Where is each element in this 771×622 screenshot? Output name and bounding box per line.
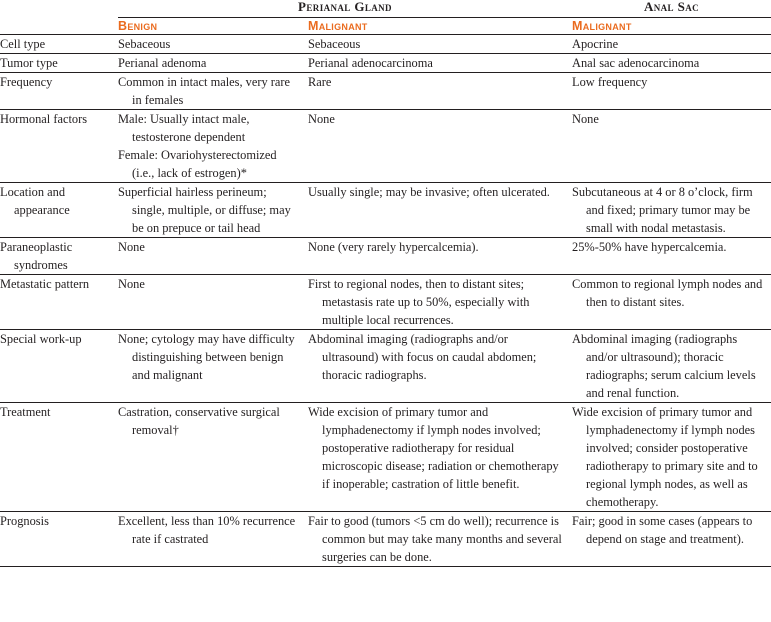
row-label: Paraneoplastic syndromes (0, 240, 73, 272)
row-label-cell (0, 512, 118, 567)
cell-text: 25%-50% have hypercalcemia. (572, 240, 727, 254)
row-label-cell (0, 330, 118, 403)
header-group-row (0, 0, 771, 18)
row-label-cell (0, 403, 118, 512)
header-group-perianal-label: Perianal Gland (298, 0, 392, 14)
benign-cell (118, 183, 308, 238)
cell-text: Male: Usually intact male, testosterone dependent (118, 112, 250, 144)
row-label: Hormonal factors (0, 112, 88, 126)
row-label: Tumor type (0, 56, 58, 70)
cell-text: Common to regional lymph nodes and then to distant sites. (572, 277, 763, 309)
benign-cell (118, 238, 308, 275)
malignant-anal-sac-cell (572, 512, 771, 567)
header-col-malignant-anal-sac: Malignant (572, 18, 771, 35)
cell-text: Common in intact males, very rare in females (118, 75, 291, 107)
row-label-cell (0, 73, 118, 110)
malignant-anal-sac-cell (572, 330, 771, 403)
benign-cell (118, 54, 308, 73)
malignant-perianal-cell (308, 54, 572, 73)
header-group-anal-sac-label: Anal Sac (643, 0, 700, 14)
malignant-anal-sac-cell (572, 35, 771, 54)
row-label-cell (0, 275, 118, 330)
header-empty-cell-2 (0, 18, 118, 35)
malignant-anal-sac-cell (572, 73, 771, 110)
table-row (0, 403, 771, 512)
cell-text: Fair; good in some cases (appears to depend on stage and treatment). (572, 514, 753, 546)
cell-text: None (572, 112, 599, 126)
malignant-anal-sac-cell (572, 275, 771, 330)
row-label-cell (0, 110, 118, 183)
cell-text: None (118, 277, 145, 291)
cell-text: Abdominal imaging (radiographs and/or ultrasound) with focus on caudal abdomen; thoracic radiographs. (308, 332, 537, 382)
cell-text: Fair to good (tumors <5 cm do well); recurrence is common but may take many months and several surgeries can be done. (308, 514, 562, 564)
malignant-perianal-cell (308, 403, 572, 512)
benign-cell (118, 512, 308, 567)
malignant-perianal-cell (308, 275, 572, 330)
cell-text: None (118, 240, 145, 254)
row-label: Location and appearance (0, 185, 70, 217)
table-row (0, 110, 771, 183)
benign-cell (118, 110, 308, 183)
header-group-anal-sac (572, 0, 771, 18)
malignant-perianal-cell (308, 35, 572, 54)
cell-text: First to regional nodes, then to distant sites; metastasis rate up to 50%, especially with multiple local recurrences. (308, 277, 530, 327)
row-label-cell (0, 54, 118, 73)
table-row (0, 183, 771, 238)
row-label: Cell type (0, 37, 46, 51)
benign-cell (118, 330, 308, 403)
malignant-perianal-cell (308, 238, 572, 275)
cell-text: None (very rarely hypercalcemia). (308, 240, 479, 254)
table-row (0, 54, 771, 73)
header-empty-cell (0, 0, 118, 18)
table-row (0, 512, 771, 567)
malignant-perianal-cell (308, 512, 572, 567)
cell-text: Superficial hairless perineum; single, multiple, or diffuse; may be on prepuce or tail head (118, 185, 291, 235)
cell-text: Abdominal imaging (radiographs and/or ultrasound); thoracic radiographs; serum calcium levels and renal function. (572, 332, 756, 400)
cell-text: Castration, conservative surgical removal† (118, 405, 280, 437)
malignant-perianal-cell (308, 110, 572, 183)
row-label: Frequency (0, 75, 53, 89)
malignant-perianal-cell (308, 73, 572, 110)
cell-text: Anal sac adenocarcinoma (572, 56, 700, 70)
cell-text: Sebaceous (118, 37, 171, 51)
malignant-perianal-cell (308, 330, 572, 403)
table-body (0, 35, 771, 567)
cell-text: Subcutaneous at 4 or 8 o’clock, firm and fixed; primary tumor may be small with nodal metastasis. (572, 185, 753, 235)
benign-cell (118, 275, 308, 330)
cell-text: Low frequency (572, 75, 648, 89)
row-label: Treatment (0, 405, 51, 419)
cell-text: Female: Ovariohysterectomized (i.e., lack of estrogen)* (118, 148, 277, 180)
table-row (0, 275, 771, 330)
row-label-cell (0, 238, 118, 275)
malignant-anal-sac-cell (572, 403, 771, 512)
benign-cell (118, 35, 308, 54)
cell-text: Sebaceous (308, 37, 361, 51)
benign-cell (118, 73, 308, 110)
row-label: Special work-up (0, 332, 82, 346)
cell-text: Rare (308, 75, 332, 89)
malignant-anal-sac-cell (572, 238, 771, 275)
table-row (0, 330, 771, 403)
row-label: Metastatic pattern (0, 277, 90, 291)
row-label-cell (0, 183, 118, 238)
cell-text: Usually single; may be invasive; often ulcerated. (308, 185, 550, 199)
cell-text: Apocrine (572, 37, 619, 51)
cell-text: Perianal adenoma (118, 56, 207, 70)
malignant-anal-sac-cell (572, 183, 771, 238)
cell-text: None; cytology may have difficulty distinguishing between benign and malignant (118, 332, 295, 382)
benign-cell (118, 403, 308, 512)
row-label-cell (0, 35, 118, 54)
table-row (0, 238, 771, 275)
header-group-perianal (118, 0, 572, 18)
header-col-malignant-perianal: Malignant (308, 18, 572, 35)
header-col-benign: Benign (118, 18, 308, 35)
table-row (0, 73, 771, 110)
header-column-row (0, 18, 771, 35)
malignant-anal-sac-cell (572, 110, 771, 183)
cell-text: Perianal adenocarcinoma (308, 56, 433, 70)
malignant-anal-sac-cell (572, 54, 771, 73)
cell-text: Excellent, less than 10% recurrence rate if castrated (118, 514, 296, 546)
table-row (0, 35, 771, 54)
cell-text: None (308, 112, 335, 126)
row-label: Prognosis (0, 514, 49, 528)
cell-text: Wide excision of primary tumor and lymphadenectomy if lymph nodes involved; postoperative radiotherapy for residual microscopic disease; radiation or chemotherapy if inoperable; castration of little benefit. (308, 405, 559, 491)
cell-text: Wide excision of primary tumor and lymphadenectomy if lymph nodes involved; consider postoperative radiotherapy to primary site and to regional lymph nodes, as well as chemotherapy. (572, 405, 758, 509)
malignant-perianal-cell (308, 183, 572, 238)
